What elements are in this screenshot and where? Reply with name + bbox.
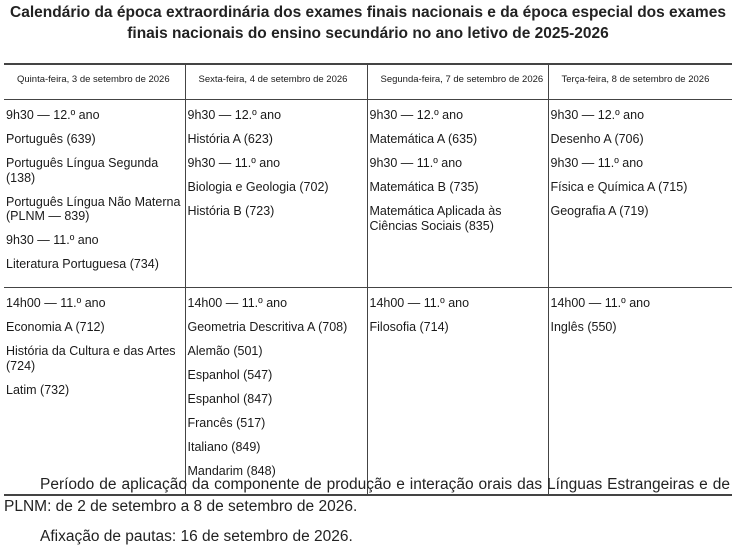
exam-entry: Mandarim (848) — [187, 464, 276, 478]
exam-entry: Português (639) — [6, 132, 96, 146]
column-date-header: Sexta-feira, 4 de setembro de 2026 — [185, 64, 367, 100]
day-cell — [185, 288, 367, 496]
day-cell — [548, 100, 732, 288]
session-time: 14h00 — 11.º ano — [550, 296, 651, 310]
exam-entry: Literatura Portuguesa (734) — [6, 257, 159, 271]
day-cell — [548, 288, 732, 496]
day-cell — [4, 100, 185, 288]
exam-entry: Italiano (849) — [187, 440, 261, 454]
exam-entry: Inglês (550) — [550, 320, 617, 334]
session-time: 14h00 — 11.º ano — [369, 296, 470, 310]
exam-entry: Alemão (501) — [187, 344, 263, 358]
exam-entry: Latim (732) — [6, 382, 70, 397]
session-time: 9h30 — 11.º ano — [369, 156, 463, 170]
morning-row — [4, 100, 732, 288]
session-time: 9h30 — 12.º ano — [6, 108, 100, 122]
exam-entry: História B (723) — [187, 204, 275, 218]
session-time: 9h30 — 11.º ano — [6, 233, 99, 247]
session-time: 14h00 — 11.º ano — [187, 296, 288, 310]
exam-entry: Matemática A (635) — [369, 132, 478, 146]
column-date-header: Terça-feira, 8 de setembro de 2026 — [548, 64, 732, 100]
title-line-1: Calendário da época extraordinária dos exames finais nacionais e da época especial dos exames — [10, 4, 726, 21]
title-line-2: finais nacionais do ensino secundário no ano letivo de 2025-2026 — [127, 25, 609, 42]
exam-entry: Português Língua Segunda (138) — [6, 156, 159, 185]
session-time: 9h30 — 11.º ano — [550, 156, 644, 170]
exam-schedule-table — [4, 63, 732, 496]
exam-entry: Biologia e Geologia (702) — [187, 180, 329, 194]
day-cell — [367, 100, 548, 288]
exam-entry: Economia A (712) — [6, 320, 105, 334]
day-cell — [367, 288, 548, 496]
exam-entry: Português Língua Não Materna (PLNM — 839) — [6, 194, 181, 223]
exam-entry: Física e Química A (715) — [550, 180, 688, 194]
session-time: 9h30 — 11.º ano — [187, 156, 281, 170]
session-time: 14h00 — 11.º ano — [6, 296, 106, 310]
results-posting-note: Afixação de pautas: 16 de setembro de 2026. — [40, 528, 353, 545]
session-time: 9h30 — 12.º ano — [187, 108, 282, 122]
day-cell — [185, 100, 367, 288]
day-cell — [4, 288, 185, 496]
header-row — [4, 64, 732, 100]
column-date-header: Segunda-feira, 7 de setembro de 2026 — [367, 64, 548, 100]
exam-entry: História da Cultura e das Artes (724) — [6, 344, 176, 373]
page-title — [0, 2, 736, 44]
exam-entry: Desenho A (706) — [550, 132, 644, 146]
exam-entry: Matemática B (735) — [369, 180, 479, 194]
session-time: 9h30 — 12.º ano — [369, 108, 464, 122]
exam-entry: História A (623) — [187, 132, 273, 146]
exam-entry: Espanhol (847) — [187, 392, 273, 406]
session-time: 9h30 — 12.º ano — [550, 108, 645, 122]
exam-entry: Matemática Aplicada às Ciências Sociais (835) — [369, 204, 502, 233]
exam-entry: Espanhol (547) — [187, 368, 273, 382]
oral-period-note: Período de aplicação da componente de produção e interação orais das Línguas Estrangeiras e de PLNM: de 2 de setembro a 8 de setembro de 2026. — [4, 476, 730, 515]
exam-entry: Francês (517) — [187, 416, 266, 430]
exam-entry: Geometria Descritiva A (708) — [187, 320, 348, 334]
exam-entry: Geografia A (719) — [550, 204, 649, 218]
exam-entry: Filosofia (714) — [369, 320, 449, 334]
afternoon-row — [4, 288, 732, 496]
column-date-header: Quinta-feira, 3 de setembro de 2026 — [4, 64, 185, 100]
